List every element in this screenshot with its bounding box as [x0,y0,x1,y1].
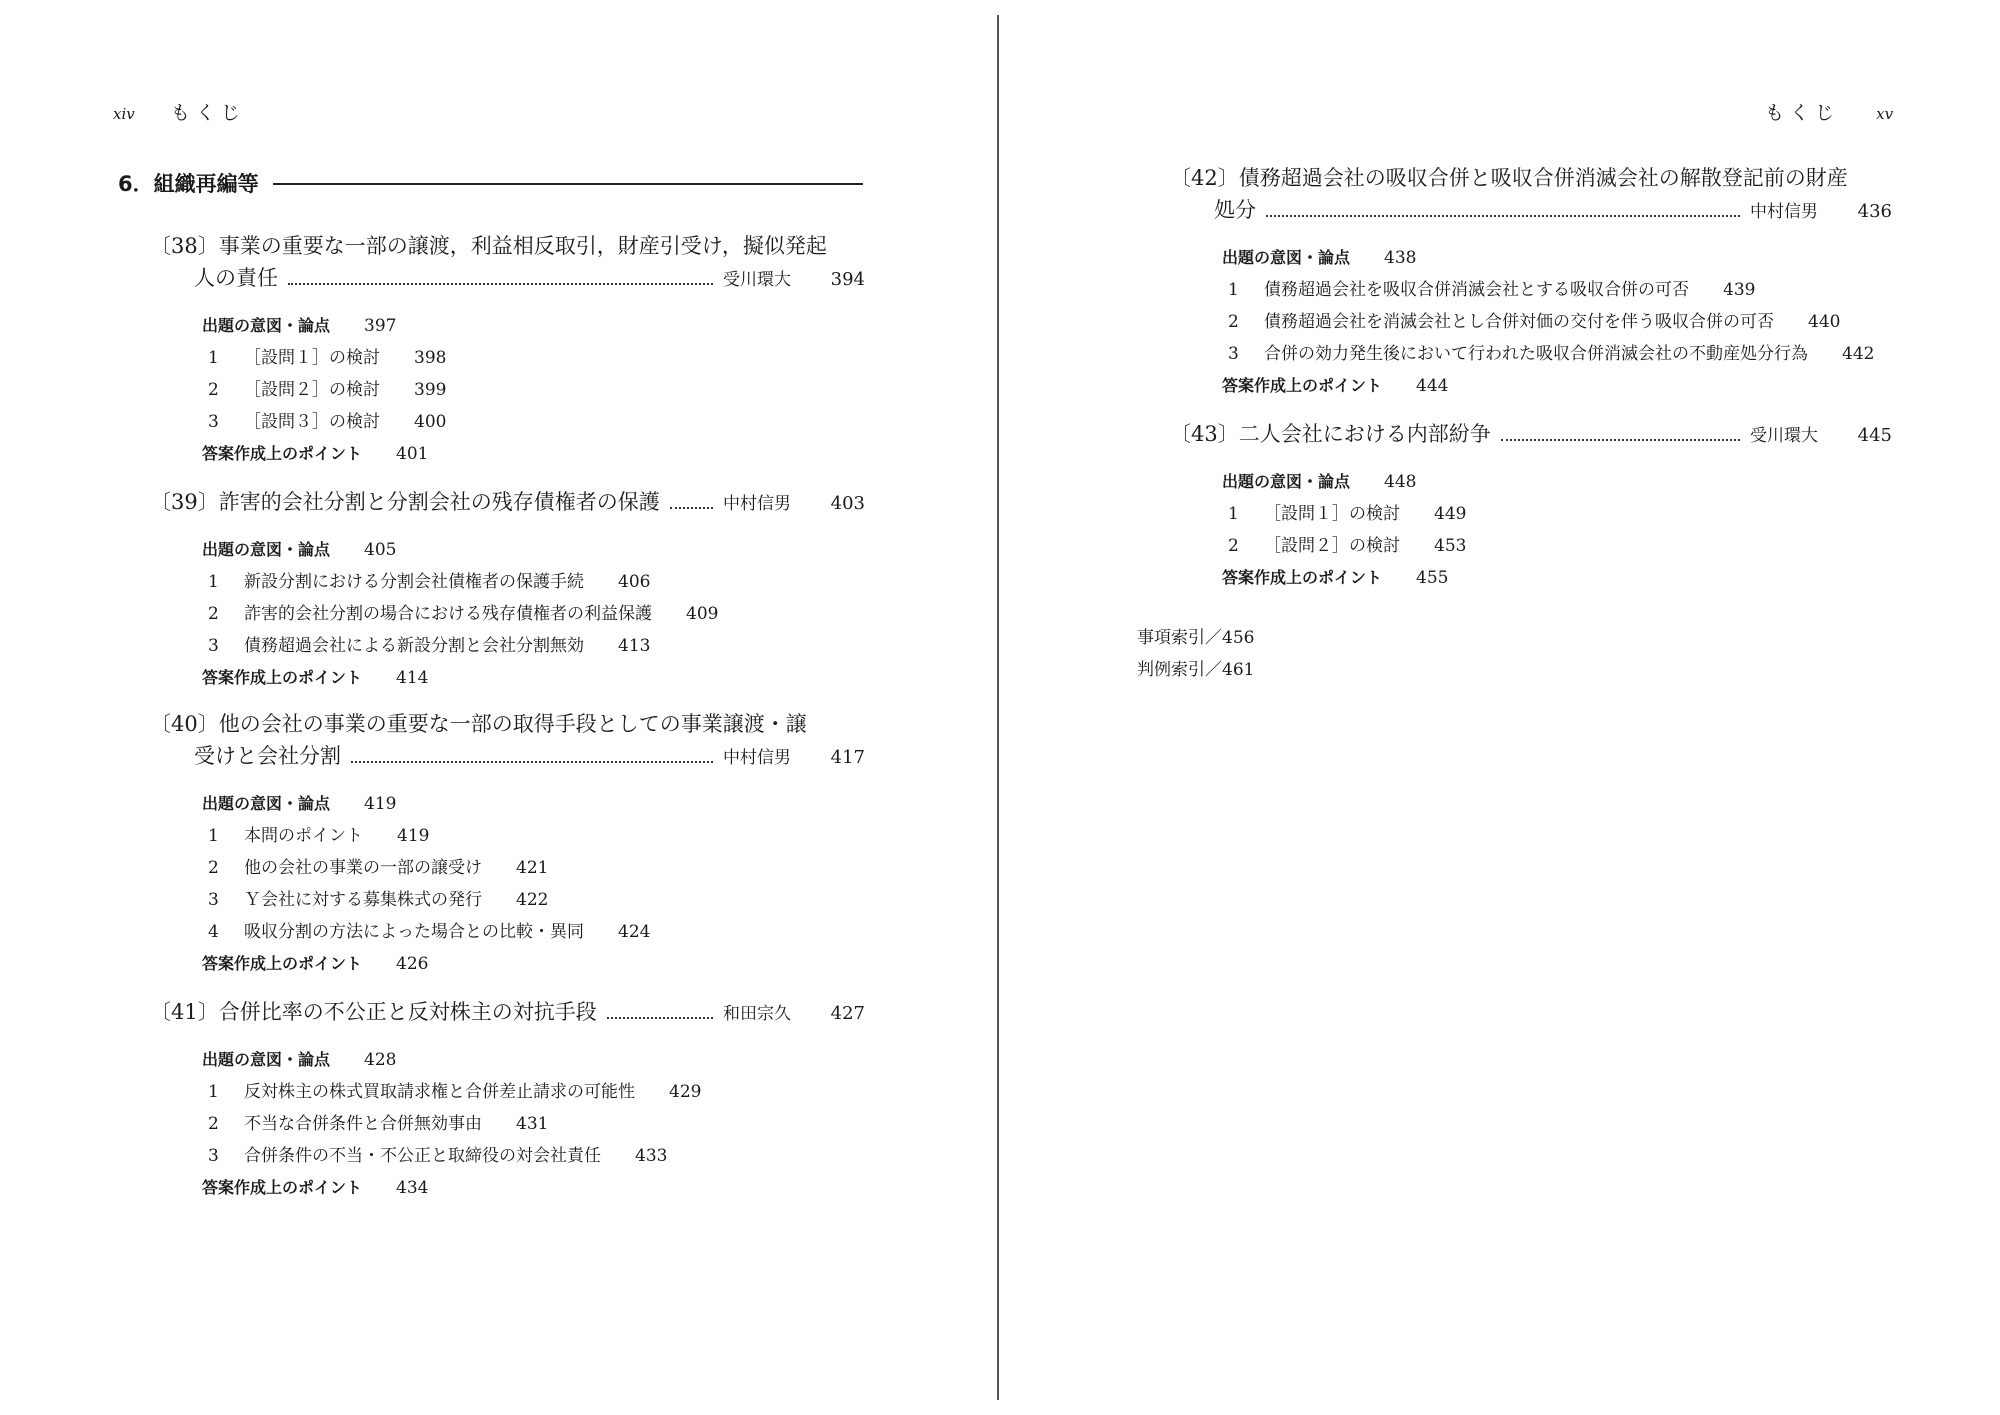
item-label: 答案作成上のポイント [202,954,363,973]
header-title: もくじ [1765,102,1841,124]
chapter-heading [118,168,863,202]
item-label: 出題の意図・論点 [202,794,331,813]
toc-section-42 [1170,162,1892,402]
item-page: 453 [1434,536,1467,556]
item-page: 448 [1384,472,1417,492]
item-page: 419 [397,826,430,846]
item-page: 428 [364,1050,397,1070]
item-number: 2 [1228,536,1239,556]
item-label: 不当な合併条件と合併無効事由 [244,1114,482,1134]
header-title: もくじ [170,102,246,124]
toc-item[interactable] [202,406,865,438]
item-label: 新設分割における分割会社債権者の保護手続 [244,572,584,592]
item-number: 3 [208,890,219,910]
item-page: 455 [1416,568,1449,588]
page-folio: xv [1876,105,1894,123]
toc-section-38 [150,230,865,470]
page-number: 445 [1857,425,1892,446]
item-page: 434 [396,1178,429,1198]
item-page: 406 [618,572,651,592]
item-page: 424 [618,922,651,942]
item-label: 答案作成上のポイント [202,444,363,463]
item-number: 1 [208,572,219,592]
item-page: 414 [396,668,429,688]
item-label: 反対株主の株式買取請求権と合併差止請求の可能性 [244,1082,635,1102]
section-title[interactable] [150,996,865,1030]
item-number: 3 [208,1146,219,1166]
toc-section-43 [1170,418,1892,594]
left-running-header [113,98,246,125]
dot-leader [288,282,713,285]
section-number: 〔43〕 [1170,422,1239,446]
toc-item[interactable] [1222,530,1892,562]
section-number: 〔41〕 [150,1000,219,1024]
item-page: 439 [1723,280,1756,300]
toc-item[interactable] [1222,370,1892,402]
section-number: 〔39〕 [150,490,219,514]
item-page: 442 [1842,344,1875,364]
item-page: 397 [364,316,397,336]
item-page: 401 [396,444,429,464]
page-number: 417 [830,747,865,768]
section-items [150,534,865,694]
toc-item[interactable] [202,820,865,852]
section-title-line1: 二人会社における内部紛争 [1238,422,1491,446]
toc-section-39 [150,486,865,694]
item-number: 2 [1228,312,1239,332]
item-number: 1 [208,826,219,846]
toc-item[interactable] [202,662,865,694]
section-number: 〔40〕 [150,712,219,736]
toc-item[interactable] [202,916,865,948]
item-label: 答案作成上のポイント [1222,376,1383,395]
dot-leader [1501,438,1740,441]
toc-item[interactable] [1222,242,1892,274]
item-page: 438 [1384,248,1417,268]
item-label: 出題の意図・論点 [1222,472,1351,491]
item-page: 409 [686,604,719,624]
toc-item[interactable] [1222,274,1892,306]
author-name: 受川環大 [1750,426,1818,446]
page-number: 394 [830,269,865,290]
toc-item[interactable] [1222,306,1892,338]
page-number: 436 [1857,201,1892,222]
section-title-line2: 人の責任 [194,266,278,290]
toc-item[interactable] [202,534,865,566]
item-number: 3 [1228,344,1239,364]
item-label: 答案作成上のポイント [202,668,363,687]
section-title[interactable] [150,708,865,740]
toc-item[interactable] [1222,466,1892,498]
section-title-line2-row [150,262,865,296]
item-label: 本問のポイント [244,826,363,846]
index-list [1137,622,1254,686]
item-page: 444 [1416,376,1449,396]
index-entry[interactable]: 判例索引／461 [1137,660,1255,680]
toc-item[interactable] [1222,338,1892,370]
item-label: 出題の意図・論点 [202,1050,331,1069]
item-label: ［設問１］の検討 [1264,504,1400,524]
toc-item[interactable] [202,1172,865,1204]
section-items [150,310,865,470]
section-items [1170,466,1892,594]
book-spine [997,15,999,1400]
item-label: 詐害的会社分割の場合における残存債権者の利益保護 [244,604,652,624]
item-page: 431 [516,1114,549,1134]
item-label: 他の会社の事業の一部の譲受け [244,858,482,878]
section-title[interactable] [1170,162,1892,194]
item-label: ［設問３］の検討 [244,412,380,432]
toc-item[interactable] [202,374,865,406]
section-items [150,1044,865,1204]
item-label: ［設問２］の検討 [244,380,380,400]
author-name: 中村信男 [1750,202,1818,222]
item-page: 440 [1808,312,1841,332]
toc-item[interactable] [202,948,865,980]
right-page [1005,0,2000,1415]
chapter-title: 6．組織再編等 [118,172,273,196]
item-label: 吸収分割の方法によった場合との比較・異同 [244,922,584,942]
page-number: 403 [830,493,865,514]
item-number: 1 [1228,280,1239,300]
item-page: 422 [516,890,549,910]
section-title[interactable] [1170,418,1892,452]
item-number: 2 [208,858,219,878]
item-page: 419 [364,794,397,814]
item-label: Ｙ会社に対する募集株式の発行 [244,890,482,910]
page-folio: xiv [113,105,135,123]
section-title-line2: 処分 [1214,198,1256,222]
section-title-line1: 合併比率の不公正と反対株主の対抗手段 [218,1000,597,1024]
item-page: 400 [414,412,447,432]
section-title[interactable] [150,230,865,262]
toc-item[interactable] [1222,562,1892,594]
item-page: 405 [364,540,397,560]
dot-leader [1266,214,1740,217]
toc-item[interactable] [202,1140,865,1172]
page-number: 427 [830,1003,865,1024]
item-label: 債務超過会社を吸収合併消滅会社とする吸収合併の可否 [1264,280,1689,300]
item-number: 3 [208,636,219,656]
item-page: 413 [618,636,651,656]
toc-item[interactable] [202,1108,865,1140]
item-page: 449 [1434,504,1467,524]
section-number: 〔42〕 [1170,166,1239,190]
section-title-line1: 事業の重要な一部の譲渡，利益相反取引，財産引受け，擬似発起 [218,234,827,258]
left-page [0,0,990,1415]
section-title-line2: 受けと会社分割 [194,744,341,768]
item-label: 債務超過会社による新設分割と会社分割無効 [244,636,584,656]
section-title-line1: 債務超過会社の吸収合併と吸収合併消滅会社の解散登記前の財産 [1238,166,1848,190]
toc-item[interactable] [202,630,865,662]
item-label: ［設問１］の検討 [244,348,380,368]
item-page: 399 [414,380,447,400]
toc-item[interactable] [202,310,865,342]
toc-item[interactable] [202,598,865,630]
toc-item[interactable] [202,788,865,820]
item-number: 4 [208,922,219,942]
toc-section-40 [150,708,865,980]
item-number: 1 [1228,504,1239,524]
item-number: 2 [208,604,219,624]
toc-item[interactable] [202,852,865,884]
dot-leader [670,506,713,509]
item-label: 出題の意図・論点 [202,540,331,559]
toc-item[interactable] [202,566,865,598]
toc-item[interactable] [202,1076,865,1108]
item-label: 合併の効力発生後において行われた吸収合併消滅会社の不動産処分行為 [1264,344,1808,364]
toc-item[interactable] [202,884,865,916]
section-title-line2-row [150,740,865,774]
item-page: 421 [516,858,549,878]
item-page: 426 [396,954,429,974]
toc-item[interactable] [202,1044,865,1076]
item-page: 429 [669,1082,702,1102]
section-items [1170,242,1892,402]
item-label: 出題の意図・論点 [1222,248,1351,267]
dot-leader [607,1016,713,1019]
right-running-header [1765,98,1893,125]
item-number: 1 [208,348,219,368]
item-number: 1 [208,1082,219,1102]
toc-item[interactable] [202,342,865,374]
item-label: 合併条件の不当・不公正と取締役の対会社責任 [244,1146,601,1166]
author-name: 和田宗久 [723,1004,791,1024]
section-title-line1: 他の会社の事業の重要な一部の取得手段としての事業譲渡・譲 [218,712,807,736]
item-label: 債務超過会社を消滅会社とし合併対価の交付を伴う吸収合併の可否 [1264,312,1774,332]
item-label: ［設問２］の検討 [1264,536,1400,556]
section-title-line2-row [1170,194,1892,228]
item-label: 答案作成上のポイント [1222,568,1383,587]
section-title[interactable] [150,486,865,520]
toc-item[interactable] [202,438,865,470]
author-name: 中村信男 [723,494,791,514]
author-name: 受川環大 [723,270,791,290]
item-label: 出題の意図・論点 [202,316,331,335]
item-page: 433 [635,1146,668,1166]
author-name: 中村信男 [723,748,791,768]
item-page: 398 [414,348,447,368]
dot-leader [351,760,713,763]
item-number: 3 [208,412,219,432]
section-title-line1: 詐害的会社分割と分割会社の残存債権者の保護 [218,490,660,514]
item-label: 答案作成上のポイント [202,1178,363,1197]
toc-item[interactable] [1222,498,1892,530]
section-items [150,788,865,980]
section-number: 〔38〕 [150,234,219,258]
item-number: 2 [208,380,219,400]
item-number: 2 [208,1114,219,1134]
toc-section-41 [150,996,865,1204]
index-entry[interactable]: 事項索引／456 [1137,628,1255,648]
